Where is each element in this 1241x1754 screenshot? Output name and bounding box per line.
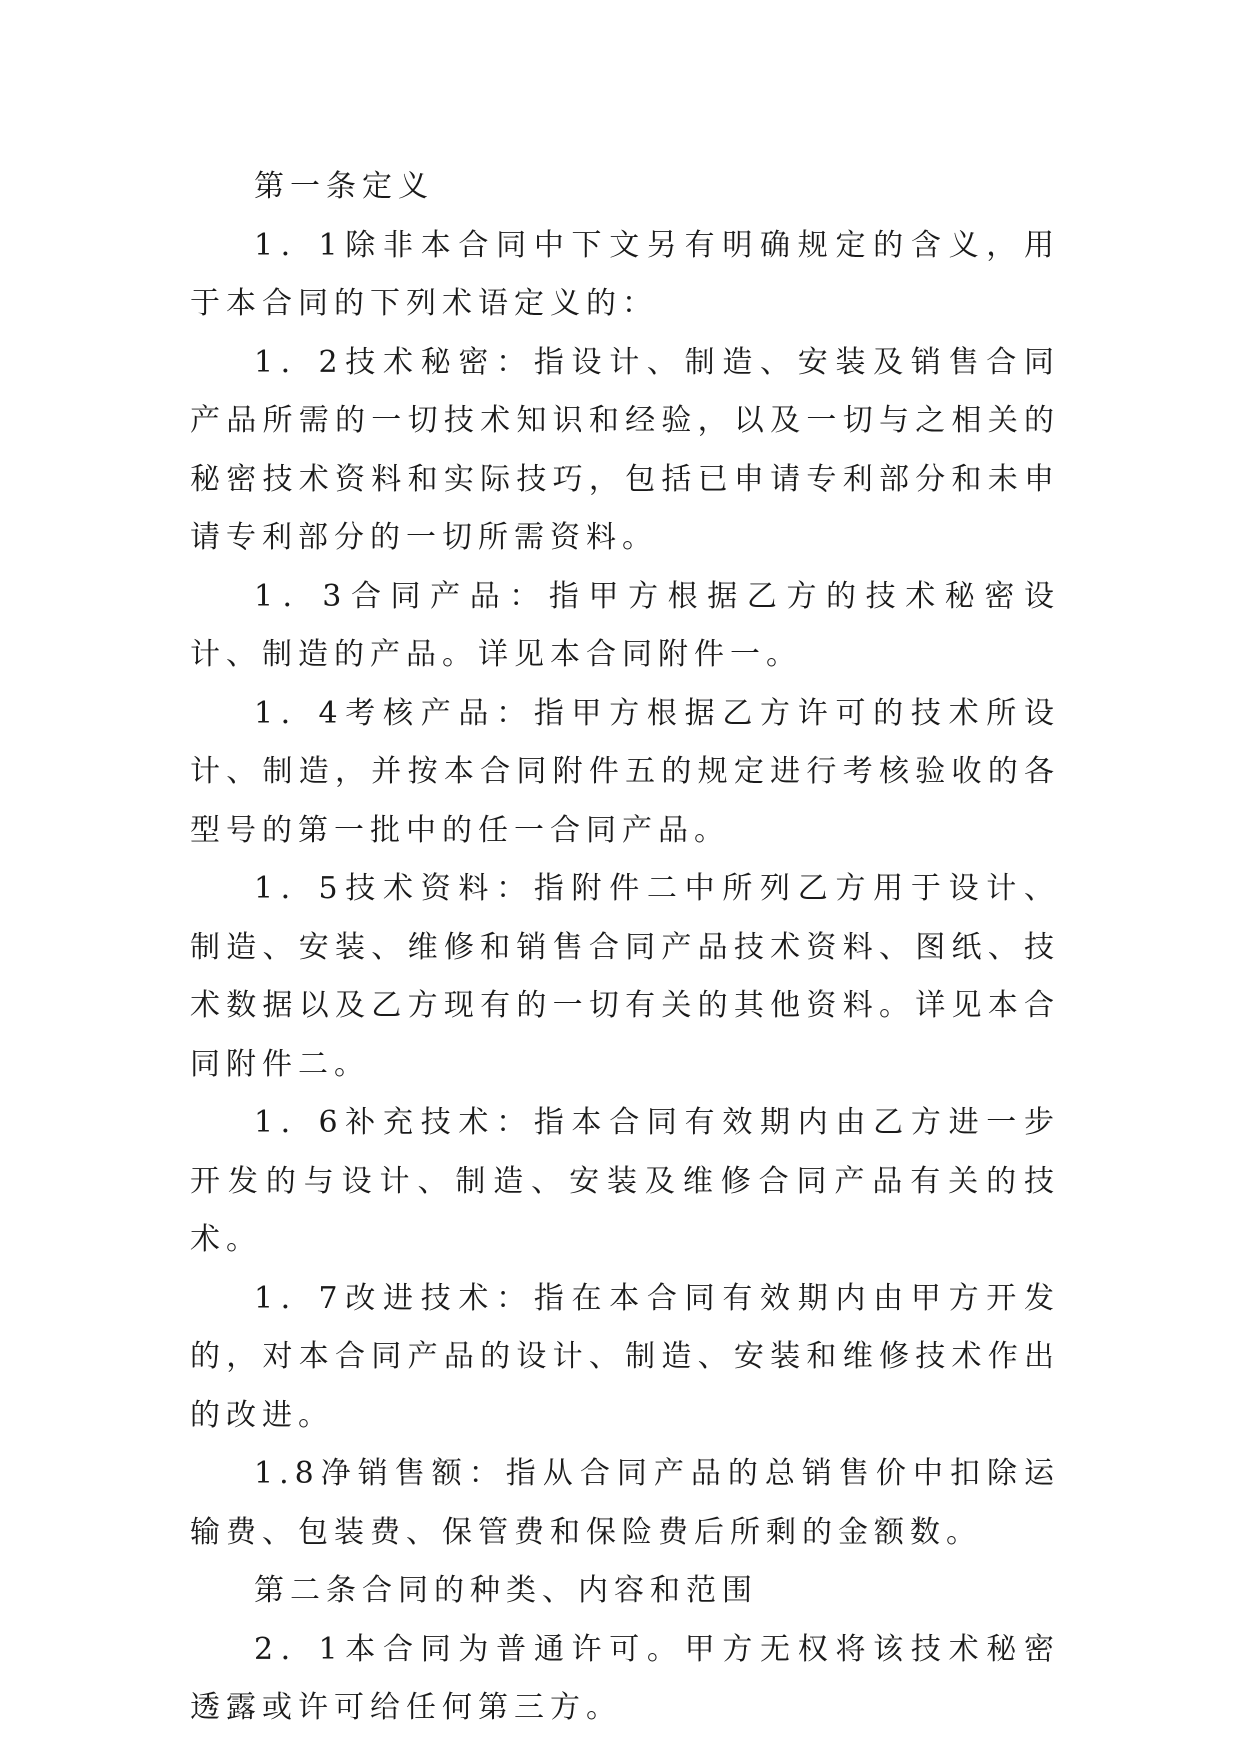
clause-1-3: 1．3合同产品：指甲方根据乙方的技术秘密设计、制造的产品。详见本合同附件一。 <box>190 578 1060 672</box>
section-heading-2: 第二条合同的种类、内容和范围 <box>254 1573 758 1608</box>
section-heading-1: 第一条定义 <box>254 169 434 204</box>
clause-1-6: 1．6补充技术：指本合同有效期内由乙方进一步开发的与设计、制造、安装及维修合同产品有关的技术。 <box>190 1105 1060 1257</box>
document-body <box>190 158 1060 1738</box>
clause-1-7: 1．7改进技术：指在本合同有效期内由甲方开发的，对本合同产品的设计、制造、安装和维修技术作出的改进。 <box>190 1280 1060 1433</box>
clause-1-2: 1．2技术秘密：指设计、制造、安装及销售合同产品所需的一切技术知识和经验，以及一切与之相关的秘密技术资料和实际技巧，包括已申请专利部分和未申请专利部分的一切所需资料。 <box>190 344 1060 555</box>
clause-2-1: 2．1本合同为普通许可。甲方无权将该技术秘密透露或许可给任何第三方。 <box>190 1631 1060 1725</box>
clause-1-1: 1．1除非本合同中下文另有明确规定的含义，用于本合同的下列术语定义的： <box>190 227 1060 321</box>
clause-1-5: 1．5技术资料：指附件二中所列乙方用于设计、制造、安装、维修和销售合同产品技术资料、图纸、技术数据以及乙方现有的一切有关的其他资料。详见本合同附件二。 <box>190 871 1060 1082</box>
clause-1-4: 1．4考核产品：指甲方根据乙方许可的技术所设计、制造，并按本合同附件五的规定进行考核验收的各型号的第一批中的任一合同产品。 <box>190 695 1060 848</box>
clause-1-8: 1.8净销售额：指从合同产品的总销售价中扣除运输费、包装费、保管费和保险费后所剩的金额数。 <box>190 1456 1060 1550</box>
